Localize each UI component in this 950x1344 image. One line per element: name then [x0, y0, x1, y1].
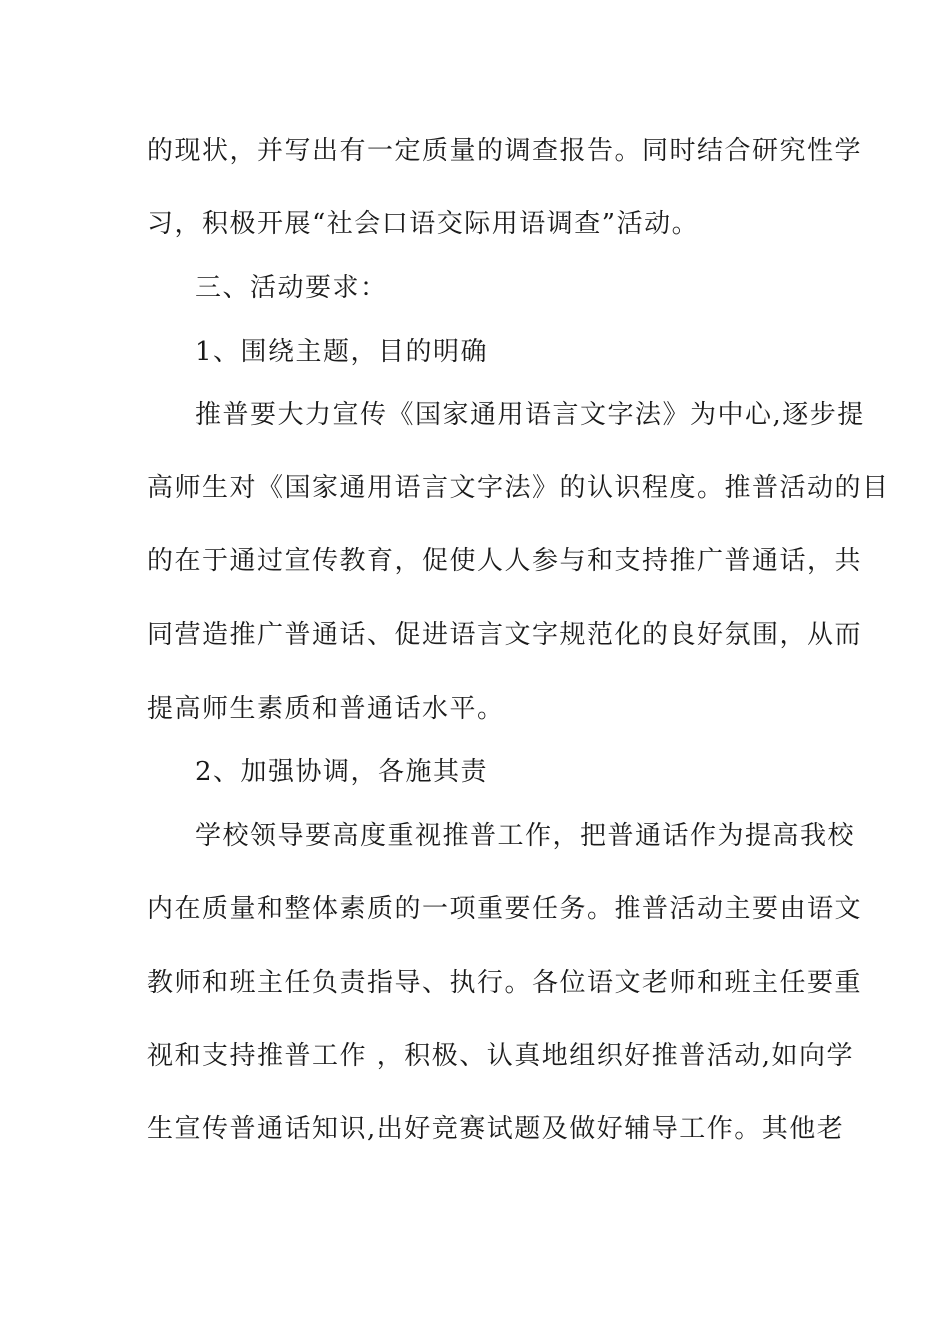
text-line: 教师和班主任负责指导、执行。各位语文老师和班主任要重	[147, 968, 863, 998]
text-line: 同营造推广普通话、促进语言文字规范化的良好氛围，从而	[147, 620, 863, 650]
subsection-heading: 1、围绕主题，目的明确	[195, 337, 489, 367]
text-line: 提高师生素质和普通话水平。	[147, 694, 505, 724]
text-line: 高师生对《国家通用语言文字法》的认识程度。推普活动的目	[147, 473, 890, 503]
section-heading: 三、活动要求：	[195, 273, 388, 303]
text-line: 的在于通过宣传教育，促使人人参与和支持推广普通话，共	[147, 546, 863, 576]
text-line: 视和支持推普工作 ，积极、认真地组织好推普活动,如向学	[147, 1041, 855, 1071]
text-line: 学校领导要高度重视推普工作，把普通话作为提高我校	[195, 821, 856, 851]
text-line: 推普要大力宣传《国家通用语言文字法》为中心,逐步提	[195, 400, 865, 430]
text-line: 习，积极开展“社会口语交际用语调查”活动。	[147, 209, 700, 239]
text-line: 内在质量和整体素质的一项重要任务。推普活动主要由语文	[147, 894, 863, 924]
text-line: 的现状，并写出有一定质量的调查报告。同时结合研究性学	[147, 136, 863, 166]
subsection-heading: 2、加强协调，各施其责	[195, 757, 489, 787]
text-line: 生宣传普通话知识,出好竞赛试题及做好辅导工作。其他老	[147, 1114, 845, 1144]
